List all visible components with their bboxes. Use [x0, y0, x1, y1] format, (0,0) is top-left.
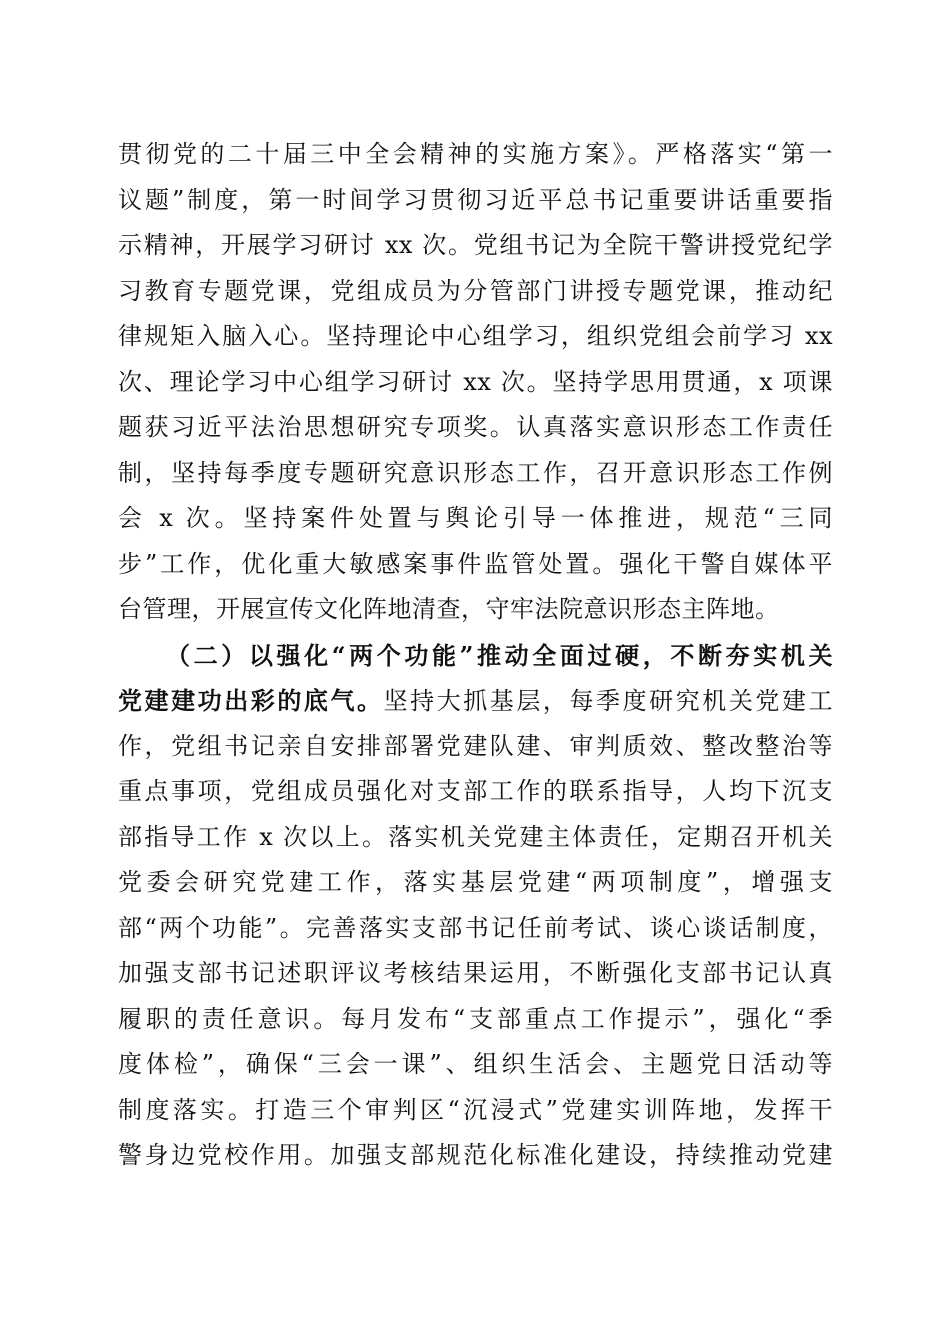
paragraph-line: 制度落实。打造三个审判区“沉浸式”党建实训阵地，发挥干 — [118, 1095, 833, 1124]
paragraph-line: 部“两个功能”。完善落实支部书记任前考试、谈心谈话制度， — [118, 913, 833, 942]
paragraph-line: 台管理，开展宣传文化阵地清查，守牢法院意识形态主阵地。 — [118, 595, 780, 623]
paragraph-line: 部指导工作 x 次以上。落实机关党建主体责任，定期召开机关 — [118, 822, 833, 851]
paragraph-line: 履职的责任意识。每月发布“支部重点工作提示”，强化“季 — [118, 1004, 833, 1033]
paragraph-line: 次、理论学习中心组学习研讨 xx 次。坚持学思用贯通，x 项课 — [118, 367, 833, 396]
paragraph-line: 会 x 次。坚持案件处置与舆论引导一体推进，规范“三同 — [118, 504, 833, 532]
paragraph-line: 示精神，开展学习研讨 xx 次。党组书记为全院干警讲授党纪学 — [118, 231, 833, 259]
section-heading-continued: 党建建功出彩的底气。 — [118, 686, 384, 715]
paragraph-text: 坚持大抓基层，每季度研究机关党建工 — [383, 687, 834, 715]
paragraph-line: 步”工作，优化重大敏感案事件监管处置。强化干警自媒体平 — [118, 549, 833, 578]
paragraph-line: 警身边党校作用。加强支部规范化标准化建设，持续推动党建 — [118, 1141, 833, 1169]
paragraph-line: 制，坚持每季度专题研究意识形态工作，召开意识形态工作例 — [118, 458, 833, 487]
paragraph-line: 作，党组书记亲自安排部署党建队建、审判质效、整改整治等 — [118, 731, 833, 760]
paragraph-line: 贯彻党的二十届三中全会精神的实施方案》。严格落实“第一 — [118, 140, 833, 168]
paragraph-line: 加强支部书记述职评议考核结果运用，不断强化支部书记认真 — [118, 959, 833, 987]
paragraph-line: 律规矩入脑入心。坚持理论中心组学习，组织党组会前学习 xx — [118, 322, 833, 350]
section-heading: （二）以强化“两个功能”推动全面过硬，不断夯实机关 — [166, 640, 833, 670]
paragraph-line — [118, 678, 833, 724]
paragraph-line: 议题”制度，第一时间学习贯彻习近平总书记重要讲话重要指 — [118, 185, 833, 214]
paragraph-line: 题获习近平法治思想研究专项奖。认真落实意识形态工作责任 — [118, 413, 833, 441]
body-text — [118, 132, 833, 1179]
paragraph-line: 党委会研究党建工作，落实基层党建“两项制度”，增强支 — [118, 868, 833, 896]
section-heading-line — [118, 633, 833, 679]
paragraph-line: 重点事项，党组成员强化对支部工作的联系指导，人均下沉支 — [118, 777, 833, 805]
paragraph-line: 度体检”，确保“三会一课”、组织生活会、主题党日活动等 — [118, 1050, 833, 1078]
paragraph-line: 习教育专题党课，党组成员为分管部门讲授专题党课，推动纪 — [118, 276, 833, 305]
